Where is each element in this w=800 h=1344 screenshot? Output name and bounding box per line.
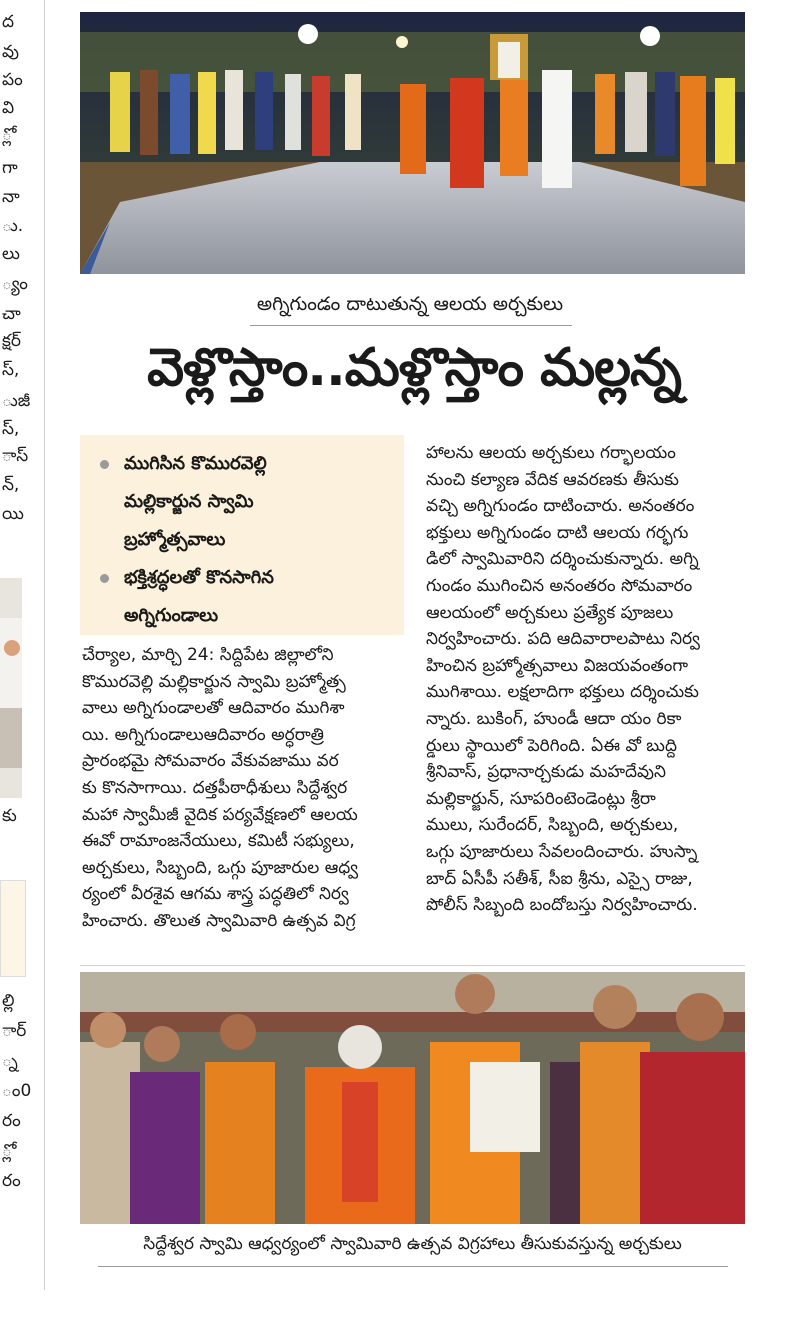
top-photo-caption: అగ్నిగుండం దాటుతున్న ఆలయ అర్చకులు <box>256 293 564 315</box>
left-edge-box <box>0 880 26 977</box>
bullet-icon <box>100 460 109 469</box>
body-line: డిలో స్వామివారిని దర్శించుకున్నారు. అగ్ని <box>426 549 699 570</box>
fragment: స్, <box>2 419 20 439</box>
body-line: ముగిశాయి. లక్షలాదిగా భక్తులు దర్శించుకు <box>426 682 699 703</box>
fragment: ్న <box>2 1051 18 1071</box>
page-headline: వెళ్లొస్తాం..మళ్లొస్తాం మల్లన్న <box>147 338 681 398</box>
fragment: గా <box>2 158 18 178</box>
fragment: రం <box>2 1171 21 1191</box>
highlight-item <box>96 559 404 635</box>
fragment: ార్ <box>2 1021 27 1041</box>
body-line: వచ్చి అగ్నిగుండం దాటించారు. అనంతరం <box>426 496 695 517</box>
fragment: రం <box>2 1111 21 1131</box>
body-line: హించారు. తొలుత స్వామివారి ఉత్సవ విగ్ర <box>82 910 356 931</box>
fragment: ుజీ <box>2 391 31 411</box>
highlight-item <box>96 445 404 559</box>
body-line: ప్రారంభమై సోమవారం వేకువజాము వర <box>82 751 339 772</box>
body-line: చేర్యాల, మార్చి 24: సిద్దిపేట జిల్లాలోని <box>82 645 334 665</box>
body-line: ర్డులు స్థాయిలో పెరిగింది. ఏఈ వో బుద్ది <box>426 735 677 756</box>
column-divider <box>44 0 45 1290</box>
body-line: గుండం ముగించిన అనంతరం సోమవారం <box>426 575 693 596</box>
section-divider <box>80 965 745 966</box>
body-line: పోలీస్ సిబ్బంది బందోబస్తు నిర్వహించారు. <box>426 895 698 916</box>
body-line: అర్చకులు, సిబ్బంది, ఒగ్గు పూజారుల ఆధ్వ <box>82 857 358 878</box>
fragment: ద <box>2 12 15 32</box>
body-line: నుంచి కల్యాణ వేదిక ఆవరణకు తీసుకు <box>426 469 679 490</box>
caption-underline <box>98 1266 728 1267</box>
body-line: ఈవో రామాంజనేయులు, కమిటీ సభ్యులు, <box>82 831 355 852</box>
article-body-left <box>82 642 412 935</box>
fragment: యి <box>2 504 24 524</box>
fragment: లు <box>2 244 20 264</box>
fragment: ్లో <box>2 1141 12 1161</box>
priests-procession-photo <box>80 972 745 1224</box>
fragment: ం0 <box>2 1081 32 1101</box>
fragment: నా <box>2 187 20 207</box>
body-line: శ్రీనివాస్, ప్రధానార్చకుడు మహదేవుని <box>426 762 666 783</box>
fragment: స్, <box>2 360 20 380</box>
fragment: వి <box>2 98 15 118</box>
bottom-photo-caption: సిద్దేశ్వర స్వామి ఆధ్వర్యంలో స్వామివారి ఉత్సవ విగ్రహాలు తీసుకువస్తున్న అర్చకులు <box>143 1234 682 1254</box>
body-line: మల్లికార్జున్, సూపరింటెండెంట్లు శ్రీరా <box>426 788 656 809</box>
body-line: కు కొనసాగాయి. దత్తపీఠాధీశులు సిద్దేశ్వర <box>82 777 348 798</box>
left-edge-photo <box>0 578 22 798</box>
highlight-line: మల్లికార్జున స్వామి <box>124 491 254 512</box>
fragment: ్లో <box>2 125 12 145</box>
body-line: మహా స్వామీజీ వైదిక పర్యవేక్షణలో ఆలయ <box>82 804 358 825</box>
body-line: న్నారు. బుకింగ్, హుండీ ఆదా యం రికా <box>426 708 682 729</box>
body-line: నిర్వహించారు. పది ఆదివారాలపాటు నిర్వ <box>426 629 700 650</box>
fragment: పం <box>2 70 23 90</box>
fragment: ు. <box>2 216 24 236</box>
fragment: వు <box>2 42 19 62</box>
body-line: యి. అగ్నిగుండాలుఆదివారం అర్ధరాత్రి <box>82 724 324 745</box>
highlight-line: బ్రహ్మోత్సవాలు <box>124 529 226 550</box>
body-line: వాలు అగ్నిగుండాలతో ఆదివారం ముగిశా <box>82 698 345 719</box>
fire-walk-photo <box>80 12 745 274</box>
fragment: ్యం <box>2 274 28 294</box>
body-line: ర్యంలో వీరశైవ ఆగమ శాస్త్ర పద్ధతిలో నిర్వ <box>82 884 349 905</box>
fragment: న్, <box>2 475 20 495</box>
body-line: హాలను ఆలయ అర్చకులు గర్భాలయం <box>426 443 676 463</box>
highlight-line: ముగిసిన కొమురవెల్లి <box>124 453 267 474</box>
fragment: చా <box>2 304 21 324</box>
bullet-icon <box>100 574 109 583</box>
fragment: ాస్ <box>2 446 29 466</box>
body-line: కొమురవెల్లి మల్లికార్జున స్వామి బ్రహ్మోత్స <box>82 671 346 692</box>
caption-underline <box>250 325 572 326</box>
body-line: ములు, సురేందర్, సిబ్బంది, అర్చకులు, <box>426 815 679 836</box>
article-body-right <box>426 440 746 919</box>
body-line: ఒగ్గు పూజారులు సేవలందించారు. హుస్నా <box>426 841 698 862</box>
highlight-line: భక్తిశ్రద్ధలతో కొనసాగిన <box>124 567 274 588</box>
fragment: కు <box>2 806 17 826</box>
body-line: బాద్ ఏసీపీ సతీశ్, సీఐ శ్రీను, ఎస్సై రాజు, <box>426 868 693 889</box>
body-line: ఆలయంలో అర్చకులు ప్రత్యేక పూజలు <box>426 602 674 623</box>
fragment: ల్లి <box>2 991 15 1011</box>
body-line: హించిన బ్రహ్మోత్సవాలు విజయవంతంగా <box>426 655 689 676</box>
highlights-box <box>80 435 404 635</box>
body-line: భక్తులు అగ్నిగుండం దాటి ఆలయ గర్భగు <box>426 522 689 543</box>
highlight-line: అగ్నిగుండాలు <box>124 605 219 626</box>
fragment: క్షర్ <box>2 331 21 351</box>
